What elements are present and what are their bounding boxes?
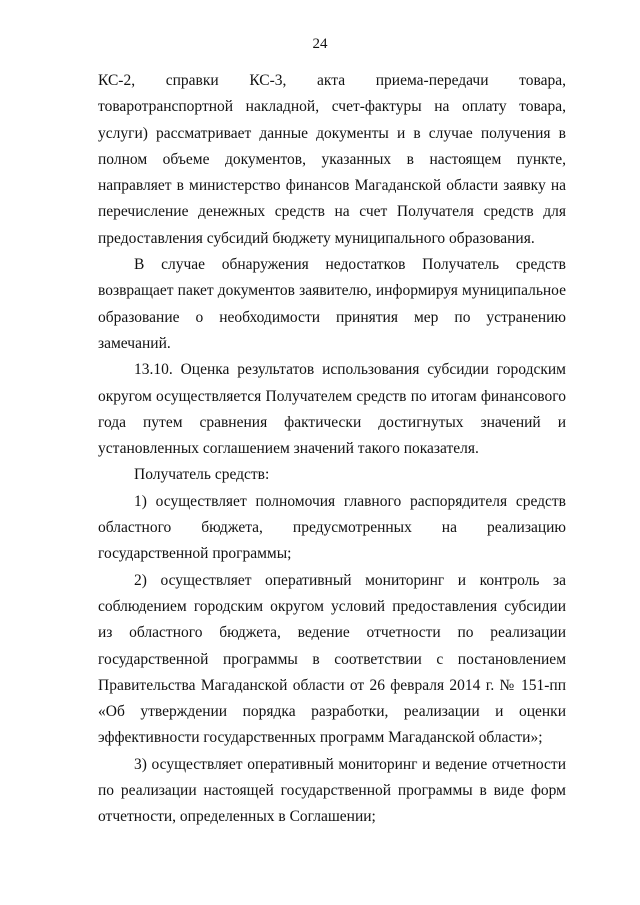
paragraph-5: 1) осуществляет полномочия главного распорядителя средств областного бюджета, предусмотренных на реализацию государственной программы; (98, 492, 566, 563)
paragraph-1: КС-2, справки КС-3, акта приема-передачи товара, товаротранспортной накладной, счет-фактуры на оплату товара, услуги) рассматривает данные документы и в случае получения в полном объеме документов, указанных в настоящем пункте, направляет в министерство финансов Магаданской области заявку на перечисление денежных средств на счет Получателя средств для предоставления субсидий бюджету муниципального образования. (98, 72, 566, 247)
page-number: 24 (312, 36, 328, 52)
document-body (98, 68, 566, 831)
paragraph-4: Получатель средств: (134, 466, 270, 484)
paragraph-3: 13.10. Оценка результатов использования субсидии городским округом осуществляется Получателем средств по итогам финансового года путем сравнения фактически достигнутых значений и установленных соглашением значений такого показателя. (98, 361, 566, 458)
paragraph-6: 2) осуществляет оперативный мониторинг и контроль за соблюдением городским округом условий предоставления субсидии из областного бюджета, ведение отчетности по реализации государственной программы в соответствии с постановлением Правительства Магаданской области от 26 февраля 2014 г. № 151-пп «Об утверждении порядка разработки, реализации и оценки эффективности государственных программ Магаданской области»; (98, 571, 566, 747)
paragraph-2: В случае обнаружения недостатков Получатель средств возвращает пакет документов заявителю, информируя муниципальное образование о необходимости принятия мер по устранению замечаний. (98, 256, 566, 352)
paragraph-7: 3) осуществляет оперативный мониторинг и ведение отчетности по реализации настоящей государственной программы в виде форм отчетности, определенных в Соглашении; (98, 755, 566, 826)
